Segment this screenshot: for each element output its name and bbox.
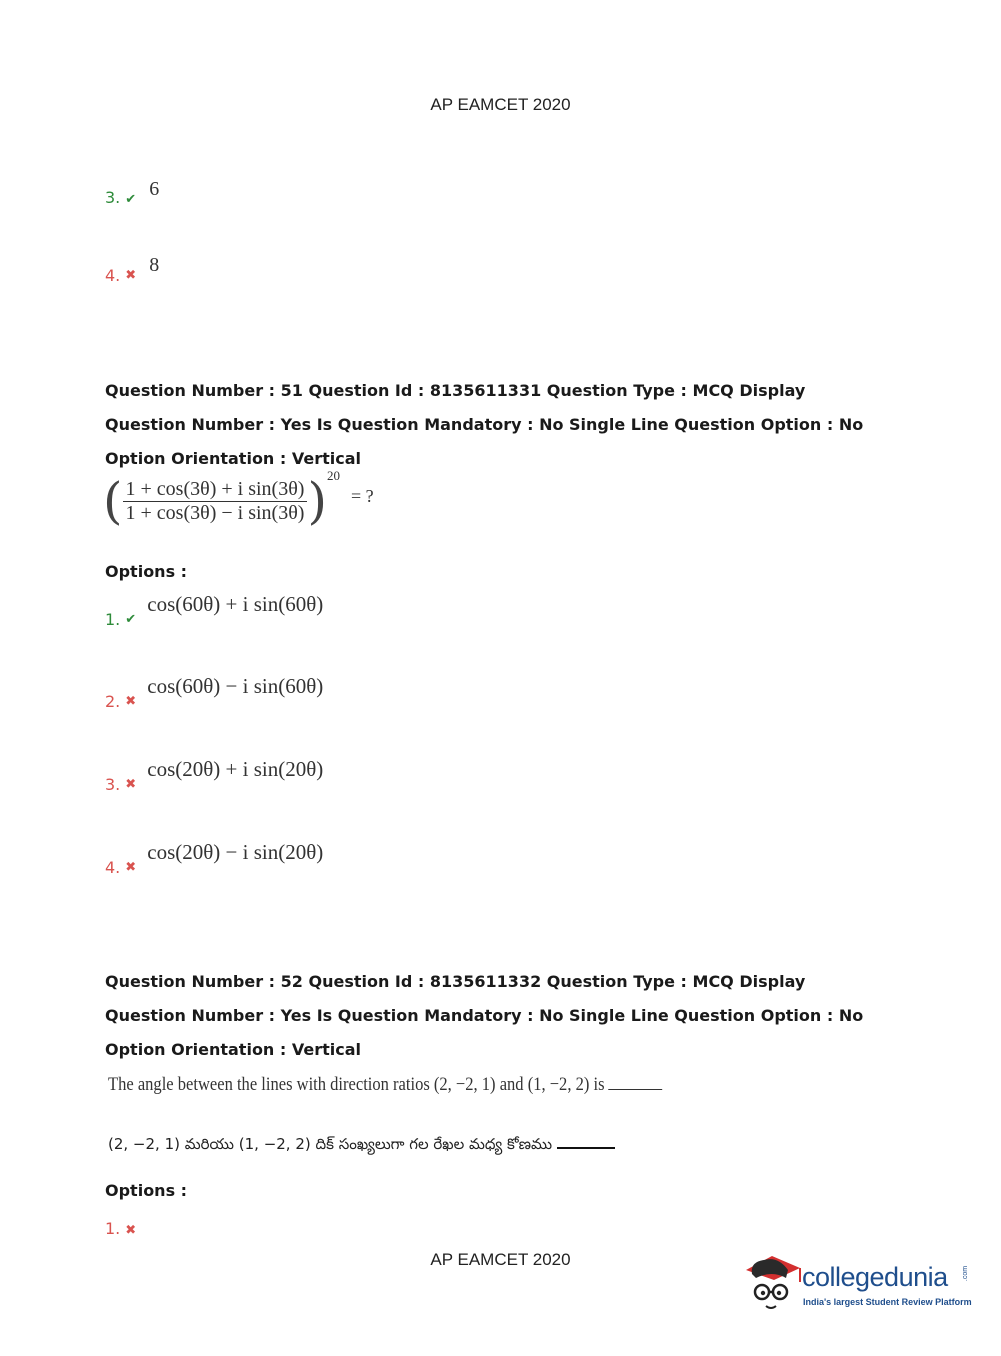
- question-52-options-label: Options :: [105, 1181, 188, 1200]
- equals-question: = ?: [350, 485, 374, 506]
- question-51-expression: [103, 467, 374, 530]
- question-52-telugu: [108, 1133, 615, 1157]
- option-number: 2.: [105, 692, 121, 711]
- question-51-meta: Question Number : 51 Question Id : 8135611331 Question Type : MCQ Display Question Number : Yes Is Question Mandatory : No Single Line Question Option : No Option Orientation : Vertical: [105, 381, 864, 468]
- logo-domain: .com: [962, 1265, 970, 1282]
- option-value: 6: [149, 178, 160, 200]
- question-text: The angle between the lines with direction ratios (2, −2, 1) and (1, −2, 2) is: [108, 1074, 605, 1095]
- numerator: 1 + cos(3θ) + i sin(3θ): [123, 478, 308, 502]
- question-52-english: [108, 1074, 663, 1096]
- answer-blank: [609, 1075, 663, 1090]
- right-paren: ): [307, 472, 327, 530]
- page-footer-title: AP EAMCET 2020: [430, 1250, 571, 1269]
- page-header-title: AP EAMCET 2020: [430, 95, 571, 114]
- answer-blank: [557, 1133, 615, 1149]
- logo-wordmark: collegedunia: [802, 1262, 948, 1292]
- q51-option-3: [105, 757, 324, 794]
- fraction: [123, 478, 308, 525]
- q51-option-2: [105, 674, 324, 711]
- prev-option-4: [105, 254, 160, 285]
- option-value: cos(60θ) − i sin(60θ): [147, 674, 324, 698]
- check-icon: ✔: [125, 612, 137, 627]
- exponent: 20: [326, 467, 340, 483]
- option-number: 1.: [105, 1219, 121, 1238]
- prev-option-3: [105, 178, 160, 207]
- option-value: cos(20θ) + i sin(20θ): [147, 757, 324, 781]
- option-value: cos(60θ) + i sin(60θ): [147, 592, 324, 616]
- option-value: cos(20θ) − i sin(20θ): [147, 840, 324, 864]
- cross-icon: ✖: [125, 777, 137, 792]
- cross-icon: ✖: [125, 694, 137, 709]
- left-paren: (: [103, 472, 123, 530]
- logo-tagline: India's largest Student Review Platform: [803, 1297, 972, 1307]
- option-value: 8: [149, 254, 160, 276]
- option-number: 1.: [105, 610, 121, 629]
- mascot-icon: [742, 1248, 804, 1312]
- q51-option-1: [105, 592, 324, 629]
- denominator: 1 + cos(3θ) − i sin(3θ): [125, 501, 305, 524]
- q52-option-1: [105, 1219, 136, 1238]
- q51-option-4: [105, 840, 324, 877]
- option-number: 3.: [105, 775, 121, 794]
- check-icon: ✔: [125, 192, 137, 207]
- cross-icon: ✖: [125, 860, 137, 875]
- question-51-options-label: Options :: [105, 562, 188, 581]
- question-52-meta: Question Number : 52 Question Id : 8135611332 Question Type : MCQ Display Question Number : Yes Is Question Mandatory : No Single Line Question Option : No Option Orientation : Vertical: [105, 972, 864, 1059]
- option-number: 3.: [105, 188, 121, 207]
- cross-icon: ✖: [125, 268, 137, 283]
- collegedunia-logo: [742, 1248, 972, 1318]
- option-number: 4.: [105, 858, 121, 877]
- question-text-telugu: (2, −2, 1) మరియు (1, −2, 2) దిక్ సంఖ్యలుగా గల రేఖల మధ్య కోణము: [108, 1135, 553, 1153]
- cross-icon: ✖: [125, 1223, 137, 1238]
- option-number: 4.: [105, 266, 121, 285]
